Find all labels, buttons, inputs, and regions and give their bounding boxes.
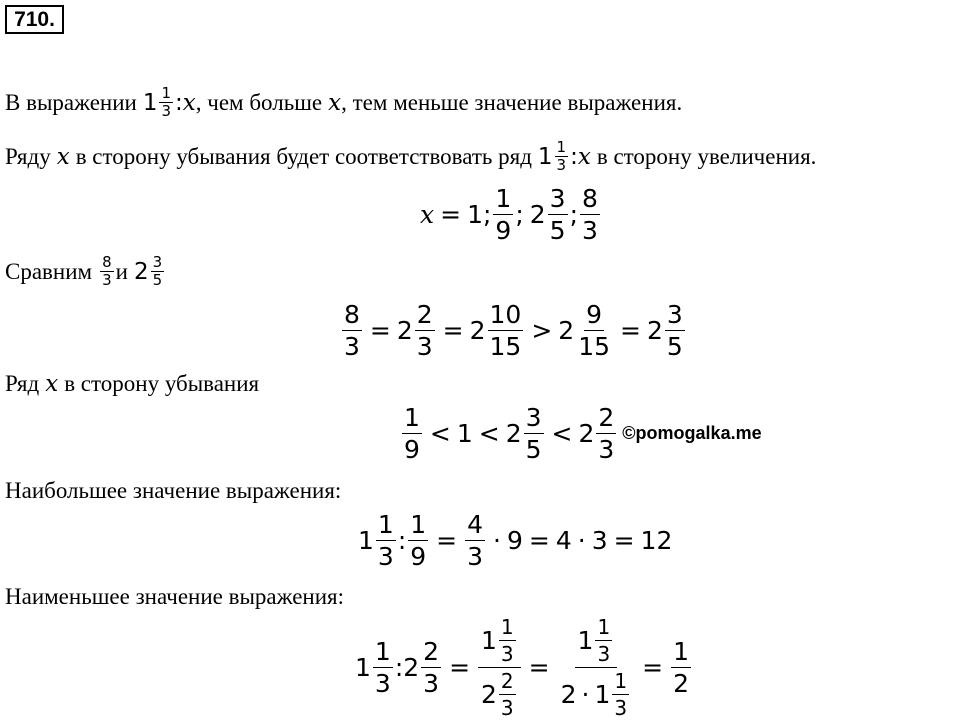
denominator: 3 — [423, 669, 440, 698]
intro-line-2 — [5, 140, 816, 173]
numerator: 3 — [549, 184, 566, 213]
numerator: 2 — [416, 300, 433, 329]
equals-sign: = — [528, 526, 550, 555]
text: В выражении — [5, 89, 137, 115]
numerator: 1 — [161, 84, 172, 102]
equation-min — [355, 617, 693, 718]
denominator: 3 — [344, 332, 360, 361]
numerator: 3 — [152, 253, 163, 271]
equation-x-values — [420, 186, 602, 243]
fraction — [612, 671, 629, 718]
numerator: 2 — [500, 669, 514, 693]
colon: : — [394, 653, 404, 682]
value: 3 — [591, 526, 608, 555]
greater-than-sign: > — [531, 316, 553, 345]
multiply-dot: · — [493, 526, 501, 555]
row-line — [5, 371, 259, 397]
fraction — [671, 639, 691, 696]
fraction — [499, 671, 516, 718]
whole-part: 1 — [142, 89, 158, 116]
multiply-dot: · — [577, 526, 586, 555]
whole-part: 1 — [577, 626, 594, 655]
multiply-dot: · — [581, 680, 590, 709]
variable-x: x — [328, 89, 342, 116]
fraction — [408, 512, 428, 569]
whole-part: 1 — [537, 143, 553, 170]
whole-part: 2 — [469, 316, 486, 345]
equals-sign: = — [528, 653, 550, 682]
fraction — [524, 405, 544, 462]
denominator: 3 — [500, 696, 514, 720]
equals-sign: = — [620, 316, 641, 345]
less-than-sign: < — [551, 419, 573, 448]
text: Ряд — [5, 371, 40, 396]
text: в сторону убывания будет соответствовать ряд — [75, 143, 532, 169]
fraction — [493, 186, 513, 243]
whole-part: 2 — [529, 200, 546, 229]
denominator: 9 — [404, 435, 420, 464]
fraction — [555, 140, 569, 173]
equation-max — [358, 512, 672, 569]
fraction — [342, 302, 362, 359]
less-than-sign: < — [429, 419, 451, 448]
compound-fraction — [558, 617, 635, 718]
compound-numerator — [575, 617, 618, 668]
compound-numerator — [478, 617, 521, 668]
value: 2 — [560, 680, 577, 709]
fraction — [151, 255, 165, 288]
text: в сторону увеличения. — [596, 143, 817, 169]
whole-part: 1 — [358, 526, 374, 555]
numerator: 9 — [586, 300, 603, 329]
numerator: 8 — [582, 184, 598, 213]
colon: : — [175, 89, 183, 116]
text: в сторону убывания — [64, 371, 260, 396]
denominator: 2 — [673, 669, 689, 698]
numerator: 4 — [467, 510, 484, 539]
whole-part: 2 — [646, 316, 663, 345]
numerator: 1 — [614, 669, 628, 693]
fraction — [421, 639, 441, 696]
whole-part: 1 — [481, 626, 497, 655]
numerator: 2 — [598, 403, 615, 432]
denominator: 5 — [152, 271, 163, 289]
denominator: 5 — [549, 216, 566, 245]
numerator: 1 — [500, 615, 514, 639]
fraction — [415, 302, 435, 359]
numerator: 1 — [556, 138, 567, 156]
numerator: 1 — [597, 615, 611, 639]
numerator: 10 — [489, 300, 522, 329]
numerator: 1 — [410, 510, 427, 539]
equals-sign: = — [613, 526, 635, 555]
denominator: 3 — [102, 271, 112, 289]
whole-part: 1 — [594, 680, 611, 709]
equals-sign: = — [369, 316, 391, 345]
fraction — [595, 617, 612, 664]
fraction — [402, 405, 422, 462]
numerator: 1 — [374, 637, 391, 666]
value: 1; — [467, 200, 492, 229]
fraction — [548, 186, 568, 243]
equals-sign: = — [436, 526, 458, 555]
variable-x: x — [182, 89, 196, 116]
compound-denominator — [558, 668, 635, 718]
value: 1 — [456, 419, 473, 448]
numerator: 8 — [344, 300, 360, 329]
text: Наибольшее значение выражения: — [5, 478, 342, 503]
denominator: 3 — [582, 216, 598, 245]
min-label — [5, 584, 344, 610]
variable-x: x — [45, 371, 59, 397]
fraction — [373, 639, 393, 696]
fraction — [100, 255, 114, 288]
colon: : — [397, 526, 407, 555]
text: , тем меньше значение выражения. — [341, 89, 683, 115]
numerator: 1 — [404, 403, 420, 432]
equals-sign: = — [442, 316, 464, 345]
whole-part: 2 — [396, 316, 413, 345]
result: 12 — [640, 526, 673, 555]
numerator: 1 — [495, 184, 512, 213]
variable-x: x — [420, 200, 435, 229]
value: 9 — [506, 526, 523, 555]
whole-part: 1 — [355, 653, 371, 682]
denominator: 3 — [377, 542, 394, 571]
compound-denominator — [478, 668, 521, 718]
denominator: 5 — [666, 332, 683, 361]
equation-compare — [340, 302, 687, 359]
problem-number: 710. — [5, 5, 64, 34]
less-than-sign: < — [478, 419, 500, 448]
numerator: 8 — [102, 253, 112, 271]
denominator: 3 — [374, 669, 391, 698]
denominator: 9 — [495, 216, 512, 245]
denominator: 3 — [597, 642, 611, 666]
denominator: 5 — [525, 435, 542, 464]
text: Сравним — [5, 258, 93, 284]
whole-part: 2 — [133, 258, 149, 285]
colon: : — [570, 143, 578, 170]
denominator: 3 — [556, 156, 567, 174]
value: 4 — [555, 526, 572, 555]
max-label — [5, 478, 341, 504]
variable-x: x — [577, 143, 591, 170]
watermark: ©pomogalka.me — [622, 423, 762, 443]
text: , чем больше — [195, 89, 323, 115]
compare-line — [5, 255, 166, 288]
fraction — [499, 617, 516, 664]
denominator: 3 — [500, 642, 514, 666]
denominator: 9 — [410, 542, 427, 571]
numerator: 3 — [666, 300, 683, 329]
whole-part: 2 — [578, 419, 595, 448]
equation-descending — [400, 405, 762, 462]
numerator: 1 — [377, 510, 394, 539]
whole-part: 2 — [481, 680, 497, 709]
numerator: 3 — [525, 403, 542, 432]
fraction — [159, 86, 173, 119]
denominator: 15 — [489, 332, 522, 361]
equals-sign: = — [642, 653, 664, 682]
text: Ряду — [5, 143, 51, 169]
denominator: 3 — [161, 102, 172, 120]
whole-part: 2 — [505, 419, 522, 448]
numerator: 1 — [673, 637, 689, 666]
fraction — [488, 302, 524, 359]
semicolon: ; — [569, 200, 578, 229]
denominator: 3 — [416, 332, 433, 361]
compound-fraction — [478, 617, 521, 718]
variable-x: x — [56, 143, 70, 170]
semicolon: ; — [515, 200, 524, 229]
fraction — [465, 512, 485, 569]
fraction — [596, 405, 616, 462]
fraction — [580, 186, 600, 243]
fraction — [576, 302, 612, 359]
whole-part: 2 — [558, 316, 575, 345]
text: Наименьшее значение выражения: — [5, 584, 345, 609]
denominator: 15 — [578, 332, 611, 361]
denominator: 3 — [598, 435, 615, 464]
numerator: 2 — [423, 637, 440, 666]
intro-line-1 — [5, 86, 682, 119]
equals-sign: = — [440, 200, 462, 229]
equals-sign: = — [449, 653, 471, 682]
denominator: 3 — [467, 542, 484, 571]
text: и — [115, 258, 128, 284]
fraction — [665, 302, 685, 359]
fraction — [376, 512, 396, 569]
whole-part: 2 — [403, 653, 420, 682]
denominator: 3 — [614, 696, 628, 720]
